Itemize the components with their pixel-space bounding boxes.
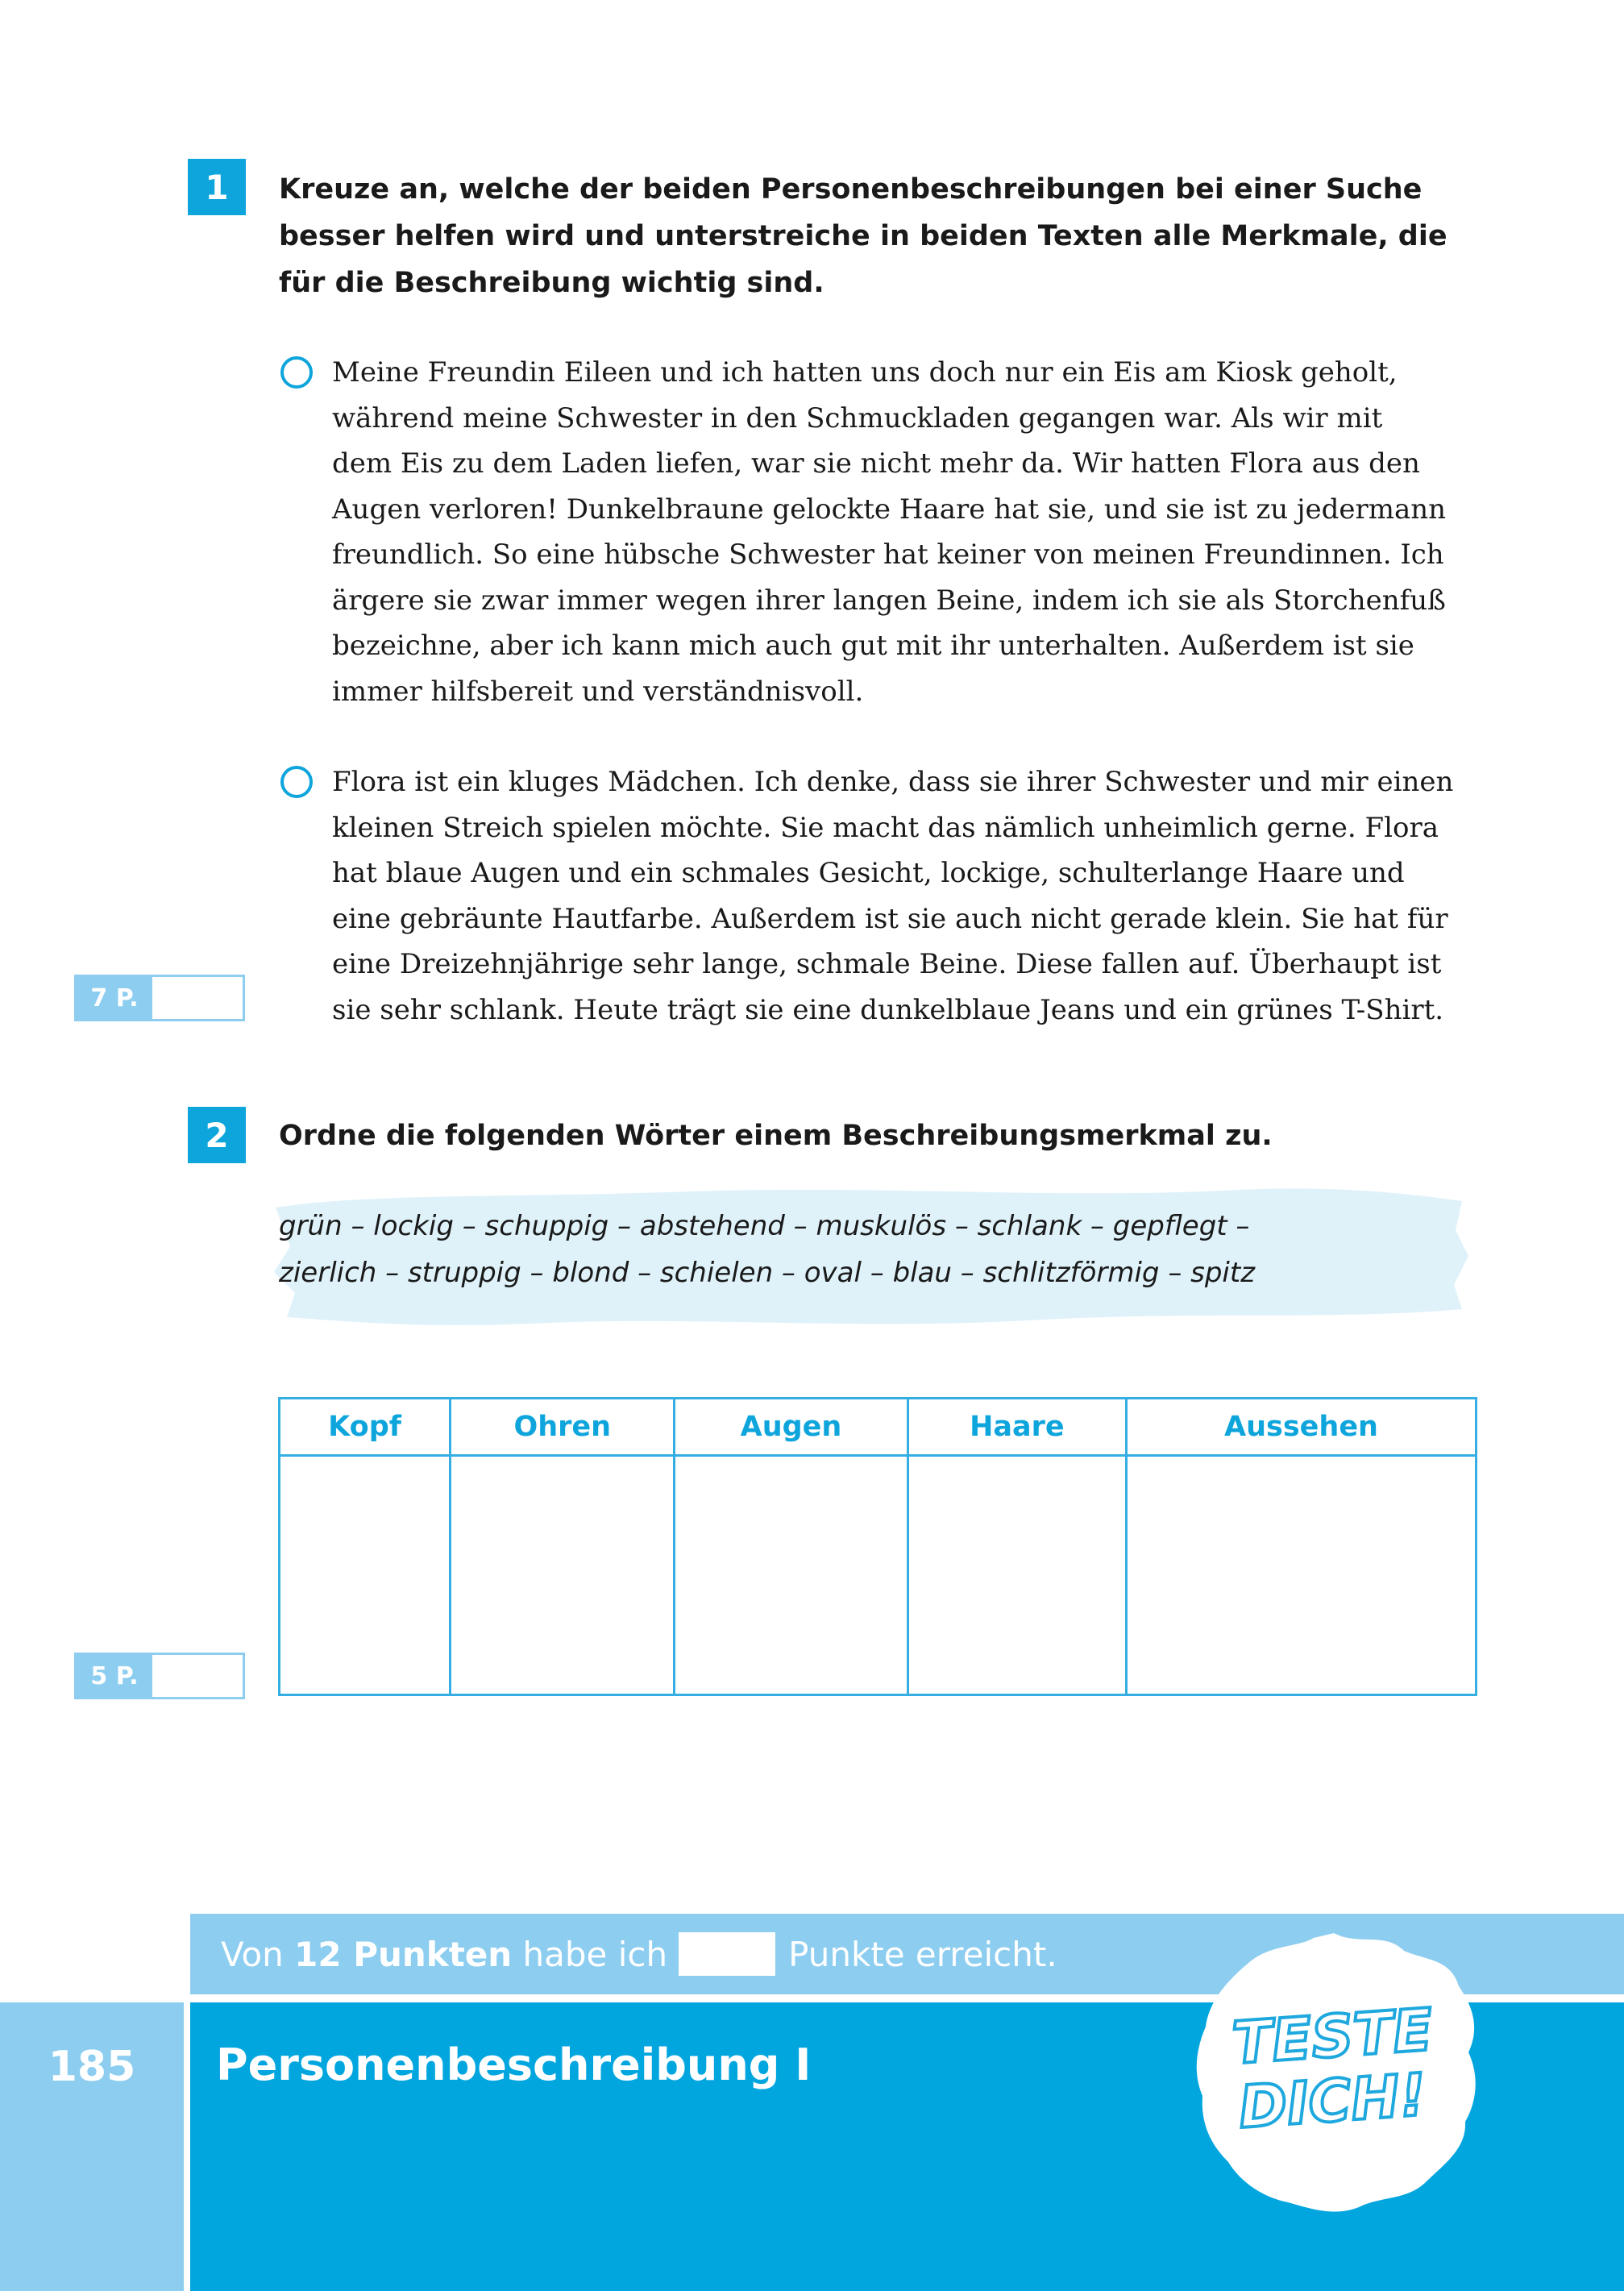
category-table <box>278 1397 1477 1696</box>
points-label: 5 P. <box>77 1655 152 1697</box>
task-1-instruction <box>279 166 1447 306</box>
points-input[interactable] <box>152 977 243 1019</box>
text-line: ärgere sie zwar immer wegen ihrer langen Beine, indem ich sie als Storchenfuß <box>332 584 1446 617</box>
score-text-2: habe ich <box>512 1934 668 1974</box>
task-2-instruction <box>279 1112 1447 1159</box>
word-list <box>279 1203 1255 1296</box>
cell-augen[interactable] <box>675 1456 908 1695</box>
text-line: Flora ist ein kluges Mädchen. Ich denke, dass sie ihrer Schwester und mir einen <box>332 766 1454 798</box>
score-text-3: Punkte erreicht. <box>788 1934 1057 1974</box>
chapter-title: Personenbeschreibung I <box>216 2039 812 2090</box>
badge-line-2: DICH! <box>1236 2060 1429 2142</box>
option-a-radio[interactable] <box>280 356 313 389</box>
option-b-text <box>332 759 1477 1033</box>
score-input[interactable] <box>679 1932 775 1976</box>
cell-aussehen[interactable] <box>1127 1456 1477 1695</box>
points-input[interactable] <box>152 1655 243 1697</box>
text-line: Meine Freundin Eileen und ich hatten uns doch nur ein Eis am Kiosk geholt, <box>332 356 1398 389</box>
text-line: sie sehr schlank. Heute trägt sie eine dunkelblaue Jeans und ein grünes T-Shirt. <box>332 993 1444 1026</box>
header-kopf: Kopf <box>280 1399 451 1456</box>
instruction-line: für die Beschreibung wichtig sind. <box>279 267 824 299</box>
instruction-line: Kreuze an, welche der beiden Personenbeschreibungen bei einer Suche <box>279 173 1423 206</box>
option-a-text <box>332 350 1477 714</box>
word-line: grün – lockig – schuppig – abstehend – muskulös – schlank – gepflegt – <box>279 1210 1250 1242</box>
table-header-row <box>280 1399 1477 1456</box>
cell-ohren[interactable] <box>451 1456 675 1695</box>
table-row <box>280 1456 1477 1695</box>
score-total: 12 Punkten <box>294 1934 513 1974</box>
text-line: Augen verloren! Dunkelbraune gelockte Haare hat sie, und sie ist zu jedermann <box>332 493 1447 526</box>
points-box-task-2 <box>74 1653 245 1699</box>
header-augen: Augen <box>675 1399 908 1456</box>
text-line: eine gebräunte Hautfarbe. Außerdem ist sie auch nicht gerade klein. Sie hat für <box>332 902 1448 935</box>
score-text-1: Von <box>221 1934 295 1974</box>
text-line: kleinen Streich spielen möchte. Sie macht das nämlich unheimlich gerne. Flora <box>332 811 1439 844</box>
word-list-band <box>271 1182 1472 1335</box>
cell-haare[interactable] <box>908 1456 1126 1695</box>
teste-dich-badge <box>1185 1923 1483 2222</box>
instruction-line: besser helfen wird und unterstreiche in beiden Texten alle Merkmale, die <box>279 220 1447 252</box>
points-box-task-1 <box>74 975 245 1021</box>
instruction-line: Ordne die folgenden Wörter einem Beschreibungsmerkmal zu. <box>279 1120 1273 1152</box>
points-label: 7 P. <box>77 977 152 1019</box>
text-line: immer hilfsbereit und verständnisvoll. <box>332 675 864 708</box>
header-aussehen: Aussehen <box>1127 1399 1477 1456</box>
option-b-radio[interactable] <box>280 766 313 798</box>
cell-kopf[interactable] <box>280 1456 451 1695</box>
text-line: dem Eis zu dem Laden liefen, war sie nicht mehr da. Wir hatten Flora aus den <box>332 447 1420 480</box>
text-line: während meine Schwester in den Schmuckladen gegangen war. Als wir mit <box>332 401 1383 434</box>
text-line: freundlich. So eine hübsche Schwester hat keiner von meinen Freundinnen. Ich <box>332 538 1444 571</box>
header-ohren: Ohren <box>451 1399 675 1456</box>
task-number-2: 2 <box>188 1107 246 1163</box>
badge-line-1: TESTE <box>1230 1995 1435 2077</box>
text-line: eine Dreizehnjährige sehr lange, schmale Beine. Diese fallen auf. Überhaupt ist <box>332 948 1442 980</box>
word-line: zierlich – struppig – blond – schielen – oval – blau – schlitzförmig – spitz <box>279 1257 1256 1289</box>
text-line: bezeichne, aber ich kann mich auch gut mit ihr unterhalten. Außerdem ist sie <box>332 630 1414 662</box>
text-line: hat blaue Augen und ein schmales Gesicht, lockige, schulterlange Haare und <box>332 857 1405 889</box>
task-number-1: 1 <box>188 159 246 215</box>
header-haare: Haare <box>908 1399 1126 1456</box>
page-number: 185 <box>48 2043 136 2091</box>
